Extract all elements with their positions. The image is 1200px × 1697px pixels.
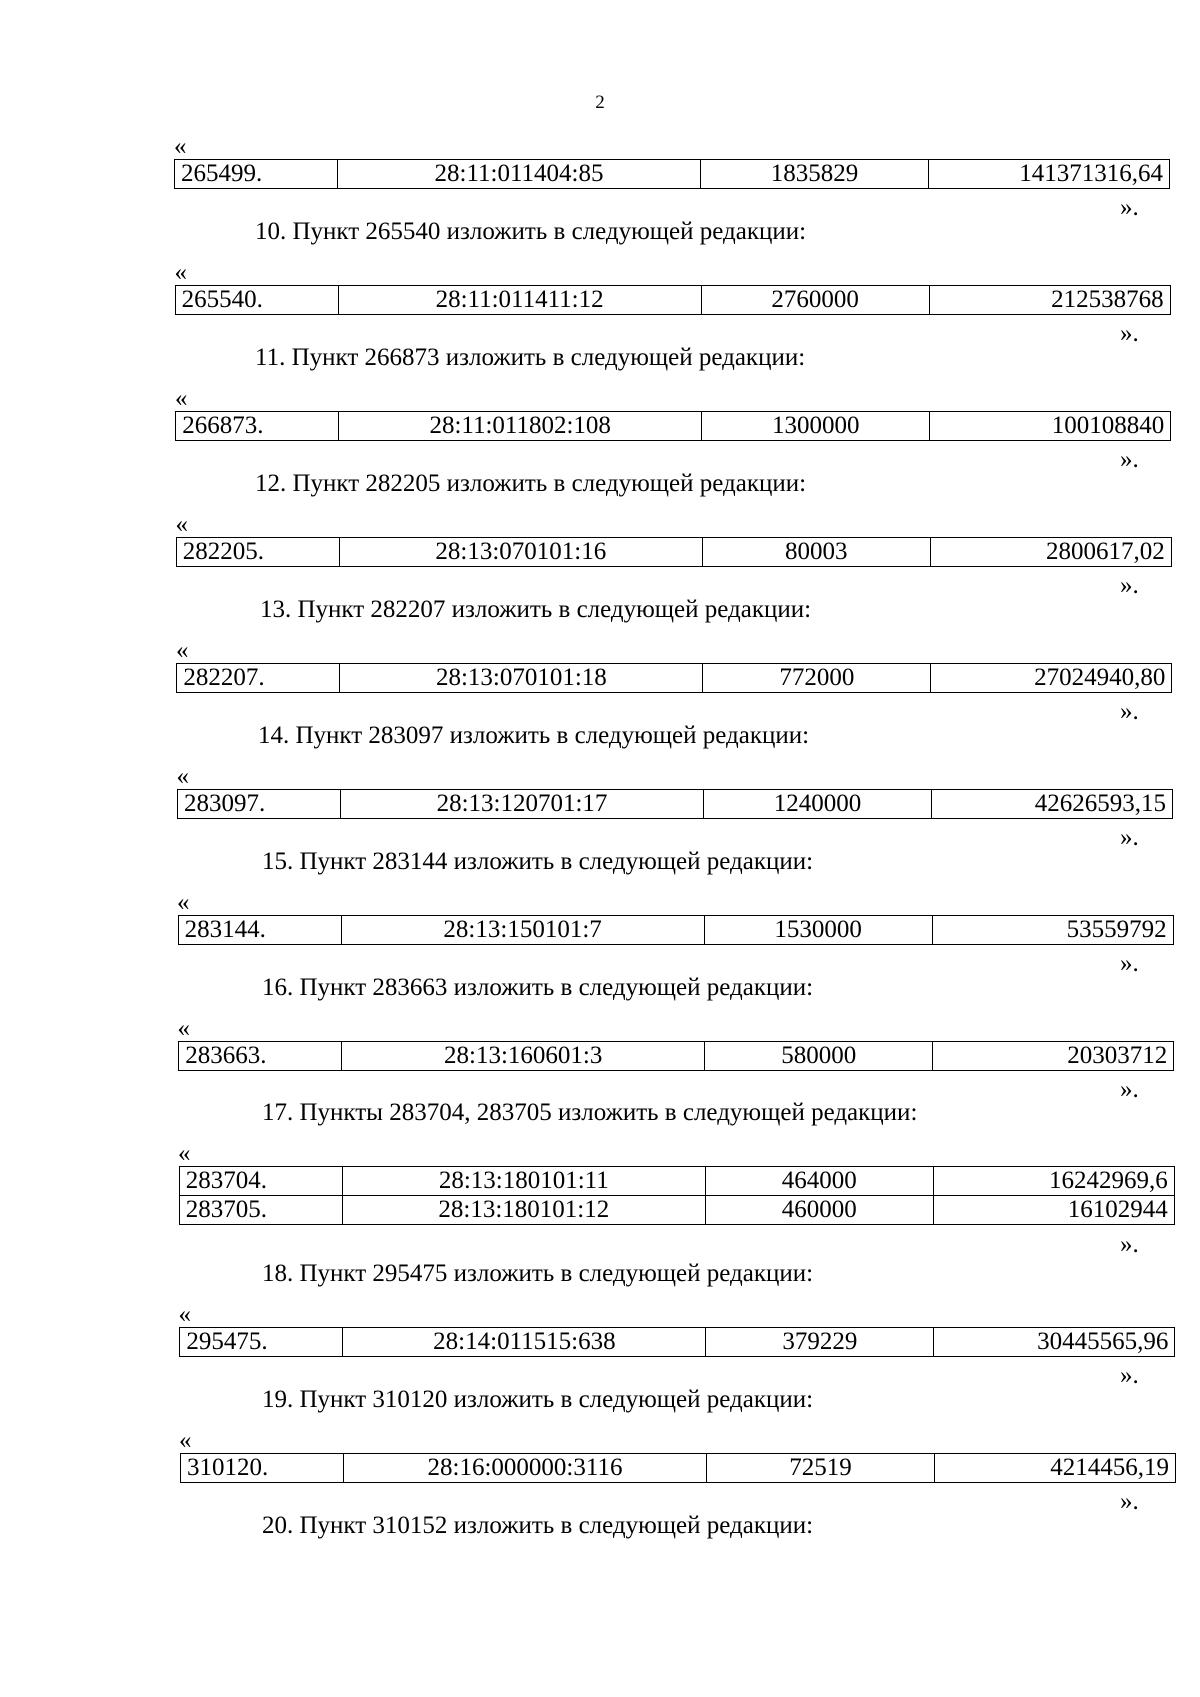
area-cell: 1530000 [704,916,932,945]
close-quote: ». [1120,572,1139,599]
cadastral-number-cell: 28:13:180101:12 [342,1196,705,1225]
cadastral-number-cell: 28:13:070101:18 [340,664,703,693]
item-number-cell: 283704. [179,1167,342,1196]
area-cell: 1300000 [702,412,930,441]
cadastral-value-cell: 20303712 [933,1042,1174,1071]
table-row [176,412,1171,441]
amendment-heading: 11. Пункт 266873 изложить в следующей редакции: [255,344,806,371]
amendment-table [176,537,1172,567]
cadastral-number-cell: 28:16:000000:3116 [344,1454,707,1483]
page-number: 2 [595,92,605,113]
amendment-table [179,1166,1175,1225]
cadastral-value-cell: 27024940,80 [931,664,1172,693]
area-cell: 379229 [706,1328,934,1357]
amendment-heading: 19. Пункт 310120 изложить в следующей редакции: [262,1386,814,1413]
area-cell: 580000 [705,1042,933,1071]
cadastral-value-cell: 141371316,64 [929,160,1170,189]
amendment-heading: 16. Пункт 283663 изложить в следующей редакции: [262,974,814,1001]
open-quote: « [178,1140,191,1167]
table-row [175,160,1170,189]
amendment-table [180,1453,1176,1483]
close-quote: ». [1120,950,1139,977]
table-row [180,1328,1175,1357]
amendment-heading: 18. Пункт 295475 изложить в следующей редакции: [262,1260,814,1287]
cadastral-value-cell: 4214456,19 [935,1454,1176,1483]
area-cell: 460000 [705,1196,933,1225]
close-quote: ». [1120,1076,1139,1103]
table-row [178,790,1173,819]
area-cell: 772000 [703,664,931,693]
open-quote: « [175,511,188,538]
amendment-heading: 14. Пункт 283097 изложить в следующей редакции: [258,722,810,749]
amendment-heading: 13. Пункт 282207 изложить в следующей редакции: [260,596,812,623]
amendment-table [178,1041,1174,1071]
amendment-table [179,1327,1175,1357]
cadastral-number-cell: 28:13:150101:7 [341,916,704,945]
open-quote: « [178,1301,191,1328]
open-quote: « [177,1015,190,1042]
cadastral-number-cell: 28:13:160601:3 [342,1042,705,1071]
area-cell: 1835829 [701,160,929,189]
cadastral-value-cell: 16102944 [933,1196,1174,1225]
close-quote: ». [1120,698,1139,725]
table-row [179,1167,1174,1196]
item-number-cell: 265499. [175,160,338,189]
cadastral-number-cell: 28:11:011404:85 [338,160,701,189]
area-cell: 464000 [705,1167,933,1196]
amendment-table [174,159,1170,189]
close-quote: ». [1120,1488,1139,1515]
amendment-heading: 12. Пункт 282205 изложить в следующей редакции: [255,470,807,497]
cadastral-value-cell: 100108840 [930,412,1171,441]
cadastral-number-cell: 28:13:070101:16 [339,538,702,567]
close-quote: ». [1120,1362,1139,1389]
item-number-cell: 283705. [179,1196,342,1225]
table-row [175,286,1170,315]
amendment-heading: 15. Пункт 283144 изложить в следующей редакции: [262,848,814,875]
amendment-table [176,663,1172,693]
table-row [178,916,1173,945]
table-row [181,1454,1176,1483]
amendment-heading: 10. Пункт 265540 изложить в следующей редакции: [255,218,807,245]
item-number-cell: 310120. [181,1454,344,1483]
cadastral-value-cell: 2800617,02 [930,538,1171,567]
area-cell: 2760000 [701,286,929,315]
table-row [177,664,1172,693]
close-quote: ». [1120,1231,1139,1258]
cadastral-value-cell: 16242969,6 [933,1167,1174,1196]
open-quote: « [174,259,187,286]
table-row [176,538,1171,567]
amendment-heading: 20. Пункт 310152 изложить в следующей редакции: [262,1512,814,1539]
cadastral-number-cell: 28:13:120701:17 [341,790,704,819]
close-quote: ». [1120,824,1139,851]
open-quote: « [177,889,190,916]
item-number-cell: 283097. [178,790,341,819]
close-quote: ». [1120,446,1139,473]
item-number-cell: 266873. [176,412,339,441]
area-cell: 72519 [707,1454,935,1483]
close-quote: ». [1120,320,1139,347]
cadastral-value-cell: 53559792 [932,916,1173,945]
amendment-table [175,411,1171,441]
table-row [179,1196,1174,1225]
open-quote: « [176,637,189,664]
amendment-table [177,789,1173,819]
item-number-cell: 282207. [177,664,340,693]
cadastral-number-cell: 28:11:011802:108 [339,412,702,441]
table-row [179,1042,1174,1071]
open-quote: « [179,1427,192,1454]
open-quote: « [175,385,188,412]
item-number-cell: 295475. [180,1328,343,1357]
cadastral-number-cell: 28:11:011411:12 [338,286,701,315]
amendment-table [178,915,1174,945]
close-quote: ». [1120,194,1139,221]
open-quote: « [174,133,187,160]
cadastral-number-cell: 28:14:011515:638 [343,1328,706,1357]
item-number-cell: 283144. [178,916,341,945]
item-number-cell: 283663. [179,1042,342,1071]
cadastral-value-cell: 30445565,96 [934,1328,1175,1357]
item-number-cell: 282205. [176,538,339,567]
item-number-cell: 265540. [175,286,338,315]
area-cell: 1240000 [704,790,932,819]
amendment-table [175,285,1171,315]
cadastral-number-cell: 28:13:180101:11 [342,1167,705,1196]
cadastral-value-cell: 42626593,15 [932,790,1173,819]
cadastral-value-cell: 212538768 [929,286,1170,315]
area-cell: 80003 [702,538,930,567]
amendment-heading: 17. Пункты 283704, 283705 изложить в следующей редакции: [262,1099,918,1126]
open-quote: « [176,763,189,790]
